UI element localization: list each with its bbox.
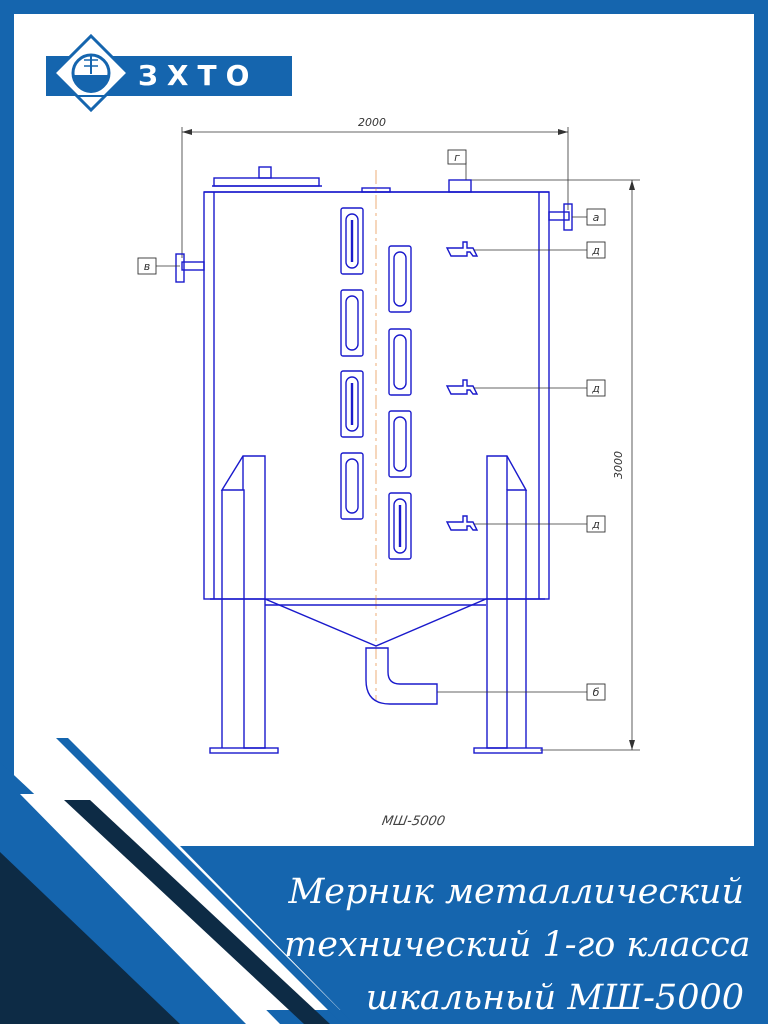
title-line-2: технический 1-го класса	[284, 925, 751, 965]
callout-bottom-outlet: б	[592, 686, 600, 699]
callout-right-inlet: а	[592, 211, 600, 224]
title-line-3: шкальный МШ-5000	[365, 978, 744, 1018]
callout-tap-3: д	[592, 518, 600, 531]
title-line-1: Мерник металлический	[288, 872, 744, 912]
width-dimension: 2000	[358, 116, 386, 129]
callout-tap-1: д	[592, 244, 600, 257]
callout-tap-2: д	[592, 382, 600, 395]
product-title	[284, 866, 751, 1025]
height-dimension: 3000	[612, 451, 625, 479]
logo-text: ЗХТО	[138, 59, 259, 92]
model-label: МШ-5000	[380, 814, 447, 829]
callout-top-port: г	[454, 151, 460, 164]
callout-left-port: в	[143, 260, 151, 273]
